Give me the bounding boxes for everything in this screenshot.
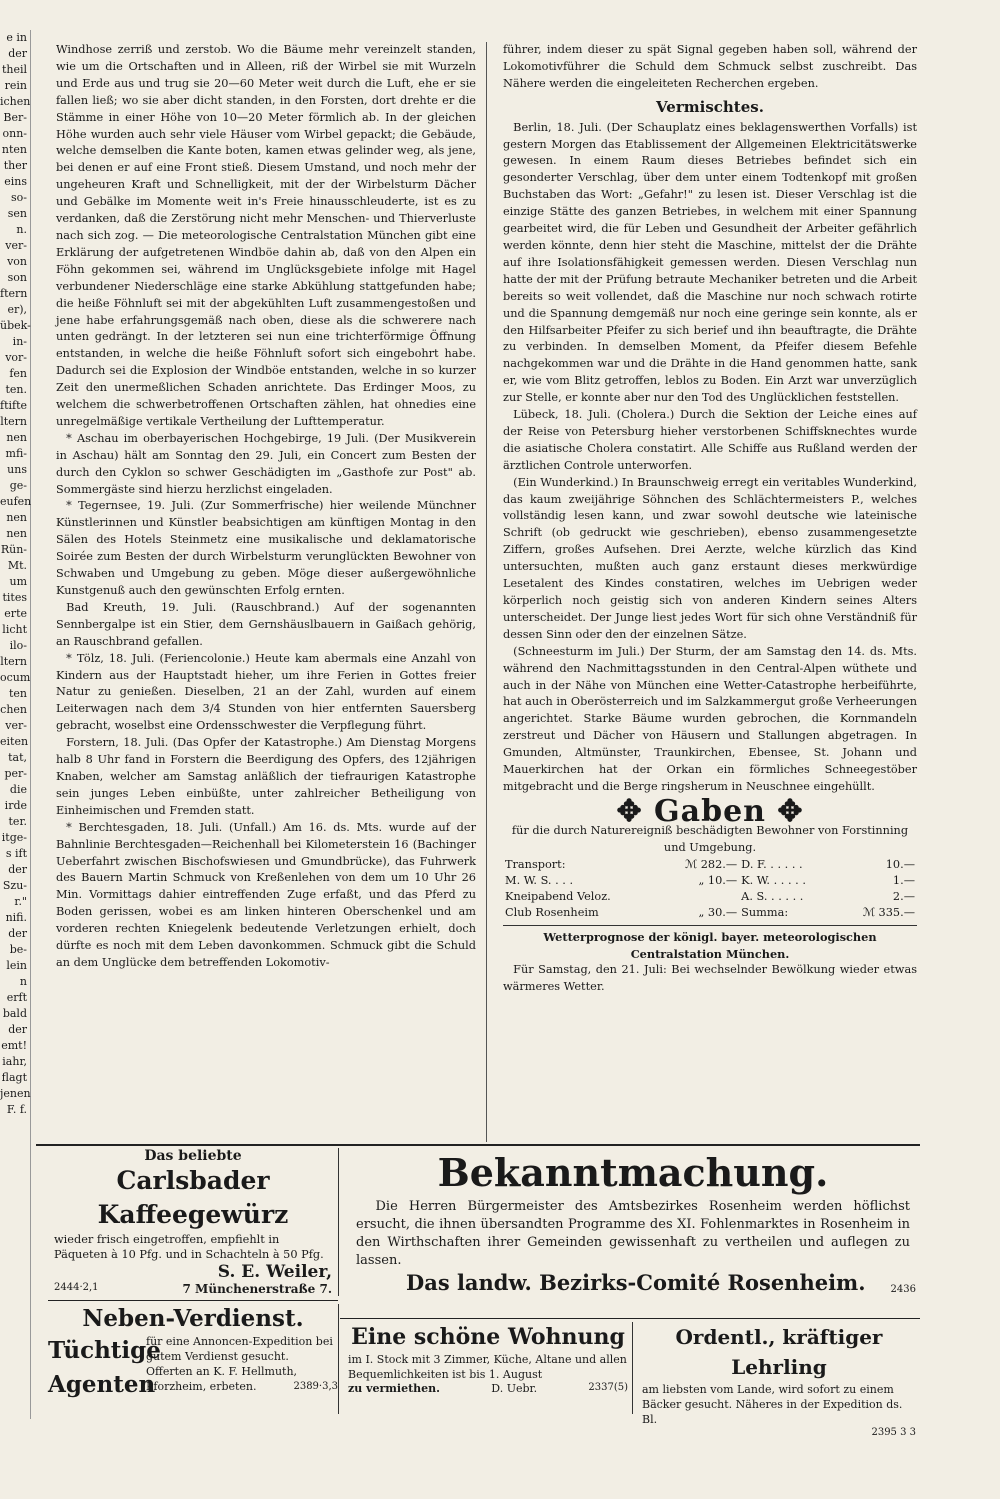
margin-fragment: mfi-: [5, 447, 27, 460]
weather-forecast: [503, 925, 917, 997]
ads-top-rule: [36, 1144, 920, 1146]
margin-fragment: itge-: [1, 831, 27, 844]
wohnung-tail: zu vermiethen.: [348, 1382, 440, 1395]
margin-fragment: ver-: [5, 239, 27, 252]
weather-title: Wetterprognose der königl. bayer. meteorologischen Centralstation München.: [543, 929, 877, 961]
margin-fragment: ftifte: [0, 399, 28, 412]
margin-fragment: der: [8, 863, 27, 876]
ad-wohnung: [344, 1322, 633, 1414]
previous-page-margin: [0, 30, 31, 1419]
wohnung-code: 2337(5): [588, 1382, 628, 1393]
margin-fragment: sen: [7, 207, 27, 220]
margin-fragment: lein: [6, 959, 27, 972]
margin-fragment: Szu-: [2, 879, 27, 892]
ad-lehrling: [638, 1322, 920, 1438]
margin-fragment: fen: [9, 367, 27, 380]
donation-cell: „ 10.—: [698, 873, 738, 887]
donation-cell: „ 30.—: [698, 905, 738, 919]
neben-text: für eine Annoncen-Expedition bei gutem Verdienst gesucht. Offerten an K. F. Hellmuth, Pforzheim, erbeten.: [146, 1335, 333, 1393]
column-left: [56, 42, 476, 1142]
margin-fragment: ilo-: [9, 639, 27, 652]
margin-fragment: s ift: [5, 847, 27, 860]
margin-fragment: Mt.: [7, 559, 27, 572]
donation-cell: ℳ 335.—: [862, 905, 915, 919]
ad-kaffee-firm: S. E. Weiler,: [217, 1262, 332, 1282]
donation-cell: K. W. . . . . .: [741, 873, 806, 887]
margin-fragment: bald: [2, 1007, 27, 1020]
margin-fragment: ther: [3, 159, 27, 172]
margin-fragment: Ber-: [3, 111, 27, 124]
section-title-vermischtes: Vermischtes.: [656, 97, 764, 116]
margin-fragment: Rün-: [0, 543, 27, 556]
donation-row: [503, 857, 917, 873]
wohnung-text: im I. Stock mit 3 Zimmer, Küche, Altane und allen Bequemlichkeiten ist bis 1. August: [348, 1353, 627, 1381]
margin-fragment: nen: [6, 431, 27, 444]
margin-fragment: erft: [6, 991, 27, 1004]
margin-fragment: ftern: [0, 287, 28, 300]
margin-fragment: der: [8, 927, 27, 940]
margin-fragment: ocum: [0, 671, 31, 684]
ad-kaffee-line1: Das beliebte: [144, 1148, 242, 1164]
wohnung-title: Eine schöne Wohnung: [351, 1324, 625, 1350]
ad-kaffee-code: 2444·2,1: [54, 1282, 99, 1293]
margin-fragment: ge-: [9, 479, 27, 492]
margin-fragment: emt!: [1, 1039, 27, 1052]
donation-cell: 1.—: [892, 873, 915, 887]
donation-cell: [659, 889, 739, 905]
donation-row: [503, 905, 917, 921]
article-paragraph: (Ein Wunderkind.) In Braunschweig erregt ein veritables Wunderkind, das kaum zweijährige Söhnchen des Schlächtermeisters P., welches vollständig lesen kann, und zwar sowohl deutsche wie lateinische Schrift (ob gedruckt wie geschrieben), ebenso zusammengesetzte Ziffern, großes Aufsehen. Drei Aerzte, welche kürzlich das Kind untersuchten, mußten auch ganz erstaunt dieses merkwürdige Lesetalent des Kindes constatiren, welches im Uebrigen weder körperlich noch geistig sich von anderen Kindern seines Alters unterscheidet. Der Junge liest jedes Wort für sich ohne Verständniß für dessen Sinn oder den der einzelnen Sätze.: [503, 475, 917, 641]
margin-fragment: ten: [8, 687, 27, 700]
margin-fragment: tites: [2, 591, 27, 604]
article-paragraph: Forstern, 18. Juli. (Das Opfer der Katastrophe.) Am Dienstag Morgens halb 8 Uhr fand in Forstern die Beerdigung des Opfers, des 12jährigen Knaben, welcher am Samstag anläßlich der tiefraurigen Katastrophe sein junges Leben einbüßte, unter zahlreicher Betheiligung von Einheimischen und Fremden statt.: [56, 736, 476, 817]
margin-fragment: onn-: [2, 127, 27, 140]
donation-cell: Kneipabend Veloz.: [505, 889, 611, 903]
article-paragraph: * Berchtesgaden, 18. Juli. (Unfall.) Am 16. ds. Mts. wurde auf der Bahnlinie Berchtesgaden—Reichenhall bei Kilometerstein 16 (Bachinger Ueberfahrt zwischen Bischofswiesen und Gmundbrücke), das Fuhrwerk des Bauern Martin Schmuck von Kreßenlehen von dem um 10 Uhr 26 Min. Vormittags dahier eintreffenden Zuge erfaßt, und das Pferd zu Boden gerissen, wobei es am linken hinteren Oberschenkel und am vorderen rechten Kniegelenk bedeutende Verletzungen erhielt, doch dürfte es noch mit dem Leben davonkommen. Schmuck gibt die Schuld an dem Unglücke dem betreffenden Lokomotiv-: [56, 820, 476, 969]
donation-cell: 10.—: [885, 857, 915, 871]
bekanntmachung-title: Bekanntmachung.: [437, 1150, 829, 1195]
donation-cell: Club Rosenheim: [505, 905, 599, 919]
margin-fragment: licht: [2, 623, 27, 636]
margin-fragment: n.: [16, 223, 27, 236]
margin-fragment: ltern: [0, 415, 27, 428]
margin-fragment: jenen: [0, 1087, 31, 1100]
margin-fragment: son: [7, 271, 27, 284]
column-divider: [486, 42, 487, 1142]
margin-fragment: erte: [4, 607, 27, 620]
margin-fragment: rein: [4, 79, 27, 92]
margin-fragment: flagt: [1, 1071, 27, 1084]
ad-neben-verdienst: [48, 1304, 339, 1414]
margin-fragment: be-: [9, 943, 27, 956]
neben-code: 2389·3,3: [293, 1381, 338, 1392]
margin-fragment: uns: [7, 463, 27, 476]
bekanntmachung-text: Die Herren Bürgermeister des Amtsbezirkes Rosenheim werden höflichst ersucht, die ihnen übersandten Programme des XI. Fohlenmarktes in Rosenheim in den Wirthschaften ihrer Gemeinden gewissenhaft zu vertheilen und auflegen zu lassen.: [356, 1199, 910, 1268]
margin-fragment: er),: [7, 303, 27, 316]
lehrling-text: am liebsten vom Lande, wird sofort zu einem Bäcker gesucht. Näheres in der Expedition ds. Bl.: [642, 1383, 903, 1426]
ad-kaffee-footer: [48, 1282, 338, 1296]
donation-table: [503, 857, 917, 921]
donation-row: [503, 873, 917, 889]
margin-fragment: chen: [0, 703, 27, 716]
margin-fragment: eufen: [0, 495, 32, 508]
margin-fragment: die: [9, 783, 27, 796]
margin-fragment: e in: [6, 31, 27, 44]
margin-fragment: r.": [14, 895, 27, 908]
margin-fragment: ichen: [0, 95, 31, 108]
donation-cell: A. S. . . . . .: [741, 889, 804, 903]
article-paragraph: * Tegernsee, 19. Juli. (Zur Sommerfrische) hier weilende Münchner Künstlerinnen und Künstler beabsichtigen am künftigen Montag in den Sälen des Hotels Steinmetz eine musikalische und deklamatorische Soirée zum Besten der durch Wirbelsturm verunglückten Bewohner von Schwaben und Umgebung zu geben. Möge dieser außergewöhnliche Kunstgenuß auch den gewünschten Erfolg ernten.: [56, 499, 476, 597]
margin-fragment: eins: [4, 175, 27, 188]
article-paragraph: Bad Kreuth, 19. Juli. (Rauschbrand.) Auf der sogenannten Sennbergalpe ist ein Stier, dem Gernshäuslbauern in Gaißach gehörig, an Rauschbrand gefallen.: [56, 600, 476, 648]
ad-bekanntmachung: [346, 1148, 920, 1316]
column-right: [503, 42, 917, 1142]
lehrling-title: Ordentl., kräftiger Lehrling: [675, 1325, 883, 1379]
ads-rule-right: [340, 1318, 920, 1319]
margin-fragment: nten: [1, 143, 27, 156]
ad-kaffee-text: wieder frisch eingetroffen, empfiehlt in Päqueten à 10 Pfg. und in Schachteln à 50 Pfg.: [54, 1233, 324, 1261]
weather-text: Für Samstag, den 21. Juli: Bei wechselnder Bewölkung wieder etwas wärmeres Wetter.: [503, 963, 917, 994]
article-paragraph: Berlin, 18. Juli. (Der Schauplatz eines beklagenswerthen Vorfalls) ist gestern Morgen das Etablissement der Allgemeinen Elektricitätswerke gewesen. In einem Raum dieses Betriebes befindet sich ein gesonderter Verschlag, über dem unter einem Todtenkopf mit großen Buchstaben das Wort: „Gefahr!" zu lesen ist. Dieser Verschlag ist die einzige Stätte des ganzen Betriebes, in welchem mit einer Spannung gearbeitet wird, die für Leben und Gesundheit der Arbeiter gefährlich werden könnte, denn hier steht die Maschine, mittelst der die Drähte auf ihre Isolationsfähigkeit gemessen werden. Diesen Verschlag nun hatte der mit der Prüfung betraute Mechaniker betreten und die Arbeit bereits so weit vollendet, daß die Maschine nur noch schwach rotirte und die Spannung demgemäß nur noch eine geringe sein konnte, als er den Hilfsarbeiter Pfeifer zu sich berief und ihn beauftragte, die Drähte zu verbinden. In demselben Moment, da Pfeifer diesem Befehle nachgekommen war und die Drähte in die Hand genommen hatte, sank er, wie vom Blitz getroffen, leblos zu Boden. Ein Arzt war unverzüglich zur Stelle, er konnte aber nur den Tod des Unglücklichen feststellen.: [503, 120, 917, 405]
gaben-title: ✥ Gaben ✥: [616, 793, 804, 829]
margin-fragment: ver-: [5, 719, 27, 732]
margin-fragment: der: [8, 47, 27, 60]
margin-fragment: n: [19, 975, 27, 988]
donation-row: [503, 889, 917, 905]
donation-cell: D. F. . . . . .: [741, 857, 803, 871]
margin-fragment: nifi.: [5, 911, 27, 924]
margin-fragment: so-: [11, 191, 27, 204]
margin-fragment: übek-: [0, 319, 31, 332]
article-paragraph: Lübeck, 18. Juli. (Cholera.) Durch die Sektion der Leiche eines auf der Reise von Petersburg hieher verstorbenen Schiffsknechtes wurde die asiatische Cholera constatirt. Alle Schiffe aus Rußland werden der ärztlichen Controle unterworfen.: [503, 408, 917, 472]
margin-fragment: theil: [1, 63, 27, 76]
article-paragraph: * Aschau im oberbayerischen Hochgebirge, 19 Juli. (Der Musikverein in Aschau) hält am Sonntag den 29. Juli, ein Concert zum Besten der durch den Cyklon so schwer Geschädigten im „Gasthofe zur Post" ab. Sommergäste sind hierzu herzlichst eingeladen.: [56, 431, 476, 496]
article-paragraph: * Tölz, 18. Juli. (Feriencolonie.) Heute kam abermals eine Anzahl von Kindern aus der Hauptstadt hieher, um ihre Ferien in Gottes freier Natur zu genießen. Dieselben, 21 an der Zahl, wurden auf einem Leiterwagen nach dem 3/4 Stunden von hier entfernten Sauersberg gebracht, woselbst eine Ordensschwester die Verpflegung führt.: [56, 651, 476, 733]
margin-fragment: F. f.: [6, 1103, 27, 1116]
margin-fragment: nen: [6, 511, 27, 524]
margin-fragment: ltern: [0, 655, 27, 668]
margin-fragment: der: [8, 1023, 27, 1036]
donation-cell: Transport:: [505, 857, 566, 871]
ad-kaffeegewuerz: [48, 1148, 339, 1296]
margin-fragment: von: [7, 255, 27, 268]
margin-fragment: irde: [4, 799, 27, 812]
donation-cell: 2.—: [892, 889, 915, 903]
wohnung-signature: D. Uebr.: [491, 1382, 538, 1395]
margin-fragment: ten.: [5, 383, 27, 396]
donation-cell: Summa:: [741, 905, 789, 919]
margin-fragment: in-: [12, 335, 27, 348]
neben-title: Neben-Verdienst.: [82, 1305, 304, 1332]
margin-fragment: ter.: [8, 815, 27, 828]
article-paragraph: (Schneesturm im Juli.) Der Sturm, der am Samstag den 14. ds. Mts. während den Nachmittagsstunden in den Central-Alpen wüthete und auch in der Nähe von München eine Wetter-Catastrophe herbeiführte, hat auch in Oberösterreich und im Salzkammergut große Verheerungen angerichtet. Starke Bäume wurden gebrochen, die Kornmandeln zerstreut und Dächer von Häusern und Stallungen abgetragen. In Gmunden, Altmünster, Traunkirchen, Ebensee, St. Johann und Mauerkirchen hat der Orkan ein förmliches Schneegestöber mitgebracht und die Berge ringsherum in Neuschnee eingehüllt.: [503, 644, 917, 793]
bekanntmachung-code: 2436: [890, 1284, 916, 1295]
margin-fragment: iahr,: [2, 1055, 27, 1068]
article-paragraph: Windhose zerriß und zerstob. Wo die Bäume mehr vereinzelt standen, wie um die Ortschaften und in Alleen, riß der Wirbel sie mit Wurzeln und Erde aus und trug sie 20—60 Meter weit durch die Luft, ehe er sie fallen ließ; wo sie aber dicht standen, in den Forsten, dort drehte er die Stämme in einer Höhe von 10—20 Meter förmlich ab. In der gleichen Höhe wurden auch sehr viele Häuser vom Wirbel gepackt; die Gebäude, welche demselben die Kante boten, kamen etwas gelinder weg, als jene, bei denen er auf eine Front stieß. Diesem Umstand, und noch mehr der ungeheuren Kraft und Schnelligkeit, mit der der Wirbelsturm Dächer und Gebälke im Momente weit in's Freie hinausschleuderte, ist es zu verdanken, daß die Zerstörung nicht mehr Menschen- und Thierverluste nach sich zog. — Die meteorologische Centralstation München gibt eine Erklärung der aufgetretenen Windböe dahin ab, daß von den Alpen ein Föhn gekommen sei, während im Unglücksgebiete infolge mit Hagel verbundener Niederschläge eine starke Abkühlung stattgefunden habe; die heiße Föhnluft sei mit der abgekühlten Luft zusammengestoßen und jene habe erfahrungsgemäß nach oben, diese als die schwerere nach unten gedrängt. In der letzteren sei nun eine trichterförmige Öffnung entstanden, in welche die heiße Föhnluft sofort sich eingebohrt habe. Dadurch sei die Explosion der Windböe entstanden, welche in so kurzer Zeit den unermeßlichen Schaden anrichtete. Das Erdinger Moos, zu welchem die schwerbetroffenen Ortschaften zählen, hat ohnedies eine unregelmäßige vertikale Vertheilung der Lufttemperatur.: [56, 43, 476, 428]
ads-rule-left: [48, 1300, 338, 1301]
margin-fragment: nen: [6, 527, 27, 540]
neben-big2: Agenten: [48, 1371, 156, 1398]
lehrling-code: 2395 3 3: [871, 1427, 916, 1438]
donation-cell: ℳ 282.—: [685, 857, 738, 871]
margin-fragment: tat,: [8, 751, 27, 764]
margin-fragment: vor-: [5, 351, 27, 364]
neben-big1: Tüchtige: [48, 1337, 161, 1364]
bekanntmachung-signer: Das landw. Bezirks-Comité Rosenheim.: [406, 1270, 866, 1295]
margin-fragment: eiten: [0, 735, 29, 748]
ad-kaffee-address: 7 Münchenerstraße 7.: [182, 1282, 332, 1296]
margin-fragment: um: [9, 575, 27, 588]
donation-cell: M. W. S. . . .: [505, 873, 574, 887]
ad-kaffee-product: Carlsbader Kaffeegewürz: [97, 1166, 289, 1229]
gaben-subtitle: für die durch Naturereigniß beschädigten Bewohner von Forstinning und Umgebung.: [511, 823, 909, 854]
col2-continuation: führer, indem dieser zu spät Signal gegeben haben soll, während der Lokomotivführer die Schuld dem Schmuck selbst zuschreibt. Das Nähere werden die eingeleiteten Recherchen ergeben.: [503, 43, 917, 90]
margin-fragment: per-: [4, 767, 27, 780]
